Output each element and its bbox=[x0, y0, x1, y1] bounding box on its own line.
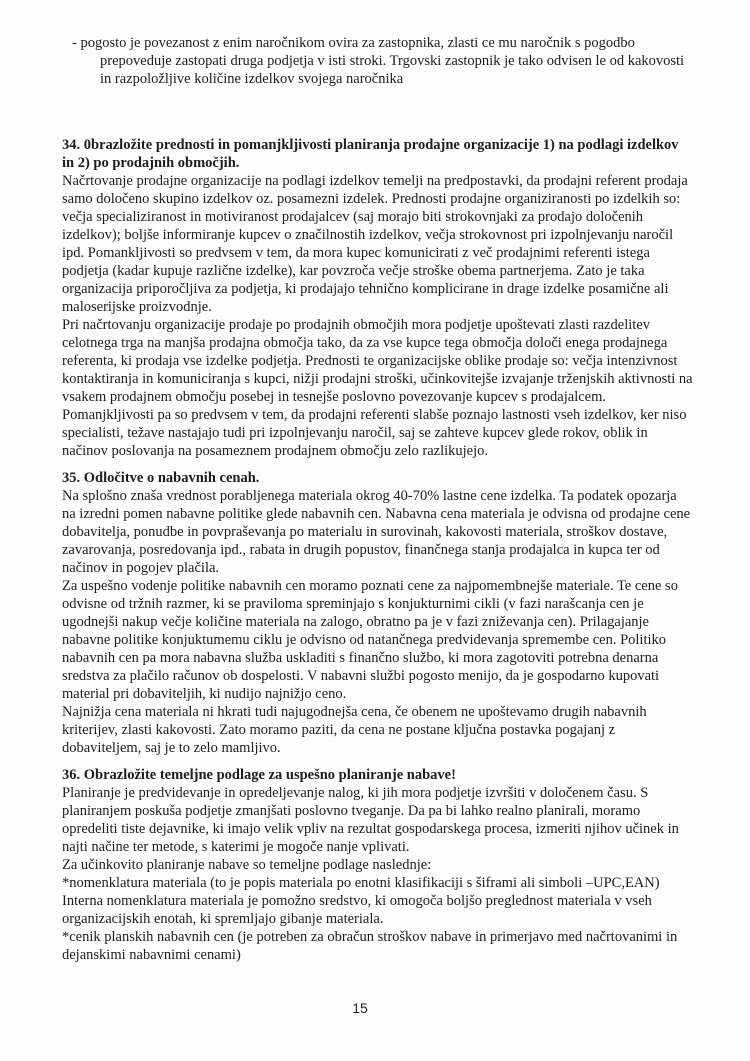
section-36-paragraph-interna: Interna nomenklatura materiala je pomožno sredstvo, ki omogoča boljšo preglednost materiala v vseh organizacijskih enotah, ki spremljajo gibanje materiala. bbox=[62, 893, 652, 927]
section-35 bbox=[62, 469, 694, 757]
section-36-heading: 36. Obrazložite temeljne podlage za uspešno planiranje nabave! bbox=[62, 767, 456, 783]
section-34-paragraph-1: Načrtovanje prodajne organizacije na podlagi izdelkov temelji na predpostavki, da prodajni referent prodaja samo določeno skupino izdelkov oz. posamezni izdelek. Prednosti prodajne organiziranosti po izdelkih so: večja specializiranost in motiviranost prodajalcev (saj morajo biti strokovnjaki za prodajo določenih izdelkov); boljše informiranje kupcev o značilnostih izdelkov, večja strokovnost pri izpolnjevanju naročil ipd. Pomankljivosti so predvsem v tem, da mora kupec komunicirati z več prodajnimi referenti istega podjetja (kadar kupuje različne izdelke), kar povzroča večje stroške obema partnerjema. Zato je taka organizacija priporočljiva za podjetja, ki prodajajo tehnično komplicirane in drage izdelke posamične ali maloserijske proizvodnje. bbox=[62, 173, 688, 315]
page-number: 15 bbox=[352, 1000, 368, 1016]
section-35-paragraph-3: Najnižja cena materiala ni hkrati tudi najugodnejša cena, če obenem ne upoštevamo drugih nabavnih kriterijev, zlasti kakovosti. Zato moramo paziti, da cena ne postane ključna postavka pogajanj z dobaviteljem, saj je to zelo mamljivo. bbox=[62, 704, 647, 756]
section-35-paragraph-1: Na splošno znaša vrednost porabljenega materiala okrog 40-70% lastne cene izdelka. Ta podatek opozarja na izredni pomen nabavne politike glede nabavnih cen. Nabavna cena materiala je odvisna od prodajne cene dobavitelja, ponudbe in povpraševanja po materialu in surovinah, kakovosti materiala, stroškov dostave, zavarovanja, posredovanja ipd., rabata in drugih popustov, finančnega stanja prodajalca in kupca ter od načinov in pogojev plačila. bbox=[62, 488, 691, 576]
section-35-paragraph-2: Za uspešno vodenje politike nabavnih cen moramo poznati cene za najpomembnejše materiale. Te cene so odvisne od tržnih razmer, ki se praviloma spreminjajo s konjukturnimi cikli (v fazi narašcanja cen je ugodnejši nakup večje količine materiala na zalogo, obratno pa je v fazi zniževanja cen). Prilagajanje nabavne politike konjuktumemu ciklu je odvisno od natančnega predvidevanja spremembe cen. Politiko nabavnih cen pa mora nabavna služba uskladiti s finančno službo, ki mora zagotoviti potrebna denarna sredstva za plačilo računov ob dospelosti. V nabavni službi pogosto menijo, da je gospodarno kupovati material pri dobaviteljih, ki nudijo najnižjo ceno. bbox=[62, 578, 678, 702]
section-35-heading: 35. Odločitve o nabavnih cenah. bbox=[62, 470, 260, 486]
section-36-paragraph-2: Za učinkovito planiranje nabave so temeljne podlage naslednje: bbox=[62, 857, 432, 873]
section-36 bbox=[62, 766, 694, 964]
section-34-heading: 34. 0brazložite prednosti in pomanjkljivosti planiranja prodajne organizacije 1) na podlagi izdelkov in 2) po prodajnih območjih. bbox=[62, 137, 679, 171]
section-36-bullet-nomenklatura: *nomenklatura materiala (to je popis materiala po enotni klasifikaciji s šiframi ali simboli –UPC,EAN) bbox=[62, 875, 660, 891]
section-36-paragraph-1: Planiranje je predvidevanje in opredeljevanje nalog, ki jih mora podjetje izvršiti v določenem času. S planiranjem poskuša podjetje zmanjšati poslovno tveganje. Da pa bi lahko realno planirali, moramo opredeliti tiste dejavnike, ki imajo velik vpliv na rezultat gospodarskega procesa, izmeriti njihov učinek in najti načine ter metode, s katerimi je mogoče nanje vplivati. bbox=[62, 785, 679, 855]
section-34 bbox=[62, 136, 694, 460]
section-36-bullet-cenik: *cenik planskih nabavnih cen (je potreben za obračun stroškov nabave in primerjavo med načrtovanimi in dejanskimi nabavnimi cenami) bbox=[62, 929, 678, 963]
intro-bullet-item: - pogosto je povezanost z enim naročnikom ovira za zastopnika, zlasti ce mu naročnik s pogodbo prepoveduje zastopati druga podjetja v isti stroki. Trgovski zastopnik je tako odvisen le od kakovosti in razpoložljive količine izdelkov svojega naročnika bbox=[72, 35, 685, 87]
section-34-paragraph-2: Pri načrtovanju organizacije prodaje po prodajnih območjih mora podjetje upoštevati zlasti razdelitev celotnega trga na manjša prodajna območja tako, da za vse kupce tega območja določi enega prodajnega referenta, ki prodaja vse izdelke podjetja. Prednosti te organizacijske oblike prodaje so: večja intenzivnost kontaktiranja in komuniciranja s kupci, nižji prodajni stroški, učinkovitejše izvajanje trženjskih aktivnosti na vsakem prodajnem območju posebej in tesnejše poslovno povezovanje kupcev s prodajalcem. Pomanjkljivosti pa so predvsem v tem, da prodajni referenti slabše poznajo lastnosti vseh izdelkov, ker niso specialisti, težave nastajajo tudi pri izpolnjevanju naročil, saj se zahteve kupcev glede rokov, oblik in načinov poslovanja na posameznem prodajnem območju zelo razlikujejo. bbox=[62, 317, 693, 459]
